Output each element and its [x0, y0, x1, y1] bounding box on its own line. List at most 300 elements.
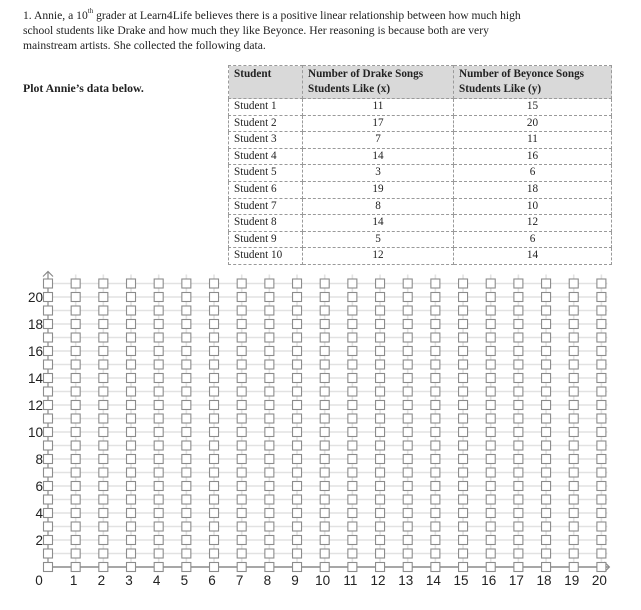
plot-point-box: [127, 495, 136, 504]
plot-point-box: [293, 320, 302, 329]
plot-point-box: [265, 549, 274, 558]
plot-point-box: [542, 333, 551, 342]
plot-point-box: [44, 549, 53, 558]
plot-point-box: [320, 414, 329, 423]
plot-point-box: [293, 401, 302, 410]
plot-point-box: [542, 549, 551, 558]
plot-point-box: [293, 360, 302, 369]
cell-beyonce-y: 10: [454, 198, 612, 215]
plot-point-box: [348, 441, 357, 450]
x-tick-label: 17: [508, 573, 524, 588]
plot-point-box: [265, 374, 274, 383]
plot-point-box: [376, 387, 385, 396]
plot-point-box: [597, 482, 606, 491]
x-tick-label: 12: [370, 573, 386, 588]
plot-point-box: [597, 563, 606, 572]
plot-point-box: [44, 347, 53, 356]
plot-point-box: [210, 455, 219, 464]
plot-point-box: [376, 536, 385, 545]
plot-point-box: [514, 563, 523, 572]
plot-point-box: [486, 414, 495, 423]
cell-beyonce-y: 18: [454, 181, 612, 198]
plot-point-box: [237, 279, 246, 288]
plot-point-box: [376, 333, 385, 342]
plot-point-box: [265, 495, 274, 504]
plot-point-box: [376, 293, 385, 302]
plot-point-box: [431, 455, 440, 464]
plot-point-box: [44, 401, 53, 410]
plot-point-box: [320, 401, 329, 410]
plot-point-box: [210, 320, 219, 329]
plot-point-box: [237, 306, 246, 315]
cell-beyonce-y: 20: [454, 115, 612, 132]
plot-point-box: [154, 374, 163, 383]
plot-point-box: [99, 468, 108, 477]
plot-point-box: [71, 563, 80, 572]
plot-point-box: [376, 279, 385, 288]
plot-point-box: [237, 536, 246, 545]
plot-point-box: [542, 374, 551, 383]
x-tick-label: 6: [208, 573, 216, 588]
plot-point-box: [99, 455, 108, 464]
plot-point-box: [403, 509, 412, 518]
x-tick-label: 20: [591, 573, 607, 588]
plot-point-box: [376, 522, 385, 531]
plot-point-box: [293, 347, 302, 356]
plot-point-box: [210, 441, 219, 450]
plot-point-box: [44, 360, 53, 369]
plot-point-box: [127, 468, 136, 477]
plot-point-box: [265, 536, 274, 545]
plot-point-box: [127, 414, 136, 423]
plot-point-box: [542, 293, 551, 302]
plot-point-box: [348, 374, 357, 383]
plot-point-box: [210, 563, 219, 572]
cell-beyonce-y: 6: [454, 231, 612, 248]
plot-point-box: [237, 509, 246, 518]
plot-point-box: [403, 320, 412, 329]
plot-point-box: [99, 441, 108, 450]
plot-point-box: [265, 468, 274, 477]
plot-point-box: [71, 428, 80, 437]
plot-point-box: [182, 320, 191, 329]
plot-point-box: [348, 495, 357, 504]
plot-point-box: [154, 428, 163, 437]
plot-point-box: [431, 387, 440, 396]
plot-point-box: [154, 563, 163, 572]
plot-point-box: [99, 279, 108, 288]
problem-number: 1.: [23, 9, 32, 22]
plot-point-box: [44, 428, 53, 437]
plot-point-box: [597, 401, 606, 410]
plot-point-box: [597, 320, 606, 329]
plot-point-box: [376, 401, 385, 410]
plot-point-box: [348, 360, 357, 369]
plot-point-box: [293, 414, 302, 423]
plot-point-box: [71, 293, 80, 302]
plot-point-box: [486, 441, 495, 450]
plot-point-box: [569, 509, 578, 518]
plot-point-box: [99, 387, 108, 396]
plot-point-box: [597, 549, 606, 558]
plot-point-box: [486, 468, 495, 477]
plot-point-box: [569, 360, 578, 369]
y-tick-label: 16: [27, 344, 43, 359]
plot-point-box: [486, 495, 495, 504]
plot-point-box: [459, 536, 468, 545]
plot-point-box: [265, 509, 274, 518]
plot-point-box: [44, 374, 53, 383]
plot-point-box: [237, 333, 246, 342]
plot-point-box: [237, 482, 246, 491]
plot-point-box: [127, 522, 136, 531]
plot-point-box: [71, 279, 80, 288]
cell-student: Student 6: [229, 181, 303, 198]
plot-point-box: [459, 522, 468, 531]
plot-point-box: [154, 441, 163, 450]
cell-drake-x: 14: [303, 148, 454, 165]
plot-point-box: [514, 279, 523, 288]
plot-point-box: [486, 522, 495, 531]
header-student-line1: Student: [234, 68, 272, 80]
x-tick-label: 4: [152, 573, 161, 588]
plot-point-box: [210, 387, 219, 396]
plot-point-box: [459, 333, 468, 342]
plot-point-box: [44, 468, 53, 477]
plot-point-box: [459, 509, 468, 518]
plot-point-box: [597, 279, 606, 288]
plot-point-box: [182, 387, 191, 396]
plot-point-box: [569, 347, 578, 356]
plot-point-box: [127, 293, 136, 302]
plot-point-box: [71, 536, 80, 545]
plot-point-box: [99, 495, 108, 504]
plot-point-box: [486, 306, 495, 315]
plot-point-box: [320, 333, 329, 342]
cell-student: Student 2: [229, 115, 303, 132]
plot-point-box: [569, 374, 578, 383]
plot-point-box: [431, 536, 440, 545]
y-tick-label: 2: [35, 533, 43, 548]
plot-point-box: [514, 333, 523, 342]
plot-point-box: [542, 522, 551, 531]
plot-point-box: [182, 482, 191, 491]
plot-point-box: [459, 455, 468, 464]
coordinate-grid[interactable]: [0, 260, 641, 605]
plot-point-box: [99, 333, 108, 342]
plot-point-box: [293, 333, 302, 342]
cell-student: Student 10: [229, 248, 303, 265]
plot-point-box: [44, 414, 53, 423]
plot-point-box: [542, 306, 551, 315]
plot-point-box: [320, 360, 329, 369]
plot-point-box: [459, 401, 468, 410]
plot-point-box: [403, 293, 412, 302]
plot-point-box: [376, 468, 385, 477]
plot-point-box: [431, 293, 440, 302]
plot-point-box: [99, 360, 108, 369]
plot-point-box: [320, 468, 329, 477]
plot-point-box: [265, 455, 274, 464]
plot-point-box: [320, 563, 329, 572]
plot-point-box: [431, 320, 440, 329]
plot-point-box: [569, 306, 578, 315]
plot-point-box: [44, 455, 53, 464]
plot-point-box: [486, 428, 495, 437]
plot-point-box: [320, 522, 329, 531]
plot-point-box: [293, 482, 302, 491]
plot-point-box: [486, 320, 495, 329]
plot-point-box: [348, 320, 357, 329]
problem-text: [23, 8, 623, 54]
x-tick-label: 5: [180, 573, 189, 588]
problem-text-rest: grader at Learn4Life believes there is a positive linear relationship between how much high: [93, 9, 521, 22]
plot-point-box: [542, 347, 551, 356]
plot-point-box: [44, 441, 53, 450]
cell-beyonce-y: 14: [454, 248, 612, 265]
table-row: [229, 99, 612, 116]
plot-point-box: [459, 293, 468, 302]
plot-point-box: [127, 306, 136, 315]
plot-point-box: [514, 549, 523, 558]
plot-point-box: [182, 468, 191, 477]
y-tick-label: 12: [27, 398, 43, 413]
plot-point-box: [71, 414, 80, 423]
plot-point-box: [99, 347, 108, 356]
plot-point-box: [154, 306, 163, 315]
plot-point-box: [597, 360, 606, 369]
plot-point-box: [265, 563, 274, 572]
plot-point-box: [210, 428, 219, 437]
plot-point-box: [569, 536, 578, 545]
plot-point-box: [182, 279, 191, 288]
plot-point-box: [99, 549, 108, 558]
plot-point-box: [597, 455, 606, 464]
plot-point-box: [597, 536, 606, 545]
header-beyonce: [454, 66, 612, 99]
plot-point-box: [403, 428, 412, 437]
table-row: [229, 115, 612, 132]
plot-point-box: [99, 306, 108, 315]
plot-point-box: [210, 306, 219, 315]
plot-point-box: [265, 320, 274, 329]
plot-point-box: [99, 293, 108, 302]
header-drake-line2: Students Like (x): [308, 82, 391, 95]
plot-point-box: [237, 293, 246, 302]
plot-point-box: [403, 563, 412, 572]
plot-point-box: [514, 347, 523, 356]
plot-point-box: [597, 468, 606, 477]
plot-point-box: [44, 293, 53, 302]
plot-point-box: [514, 320, 523, 329]
plot-point-box: [154, 522, 163, 531]
plot-point-box: [293, 509, 302, 518]
cell-student: Student 3: [229, 132, 303, 149]
plot-point-box: [71, 387, 80, 396]
plot-point-box: [127, 428, 136, 437]
plot-point-box: [403, 549, 412, 558]
plot-point-box: [127, 549, 136, 558]
plot-point-box: [293, 563, 302, 572]
plot-point-box: [154, 414, 163, 423]
plot-point-box: [127, 536, 136, 545]
y-tick-label: 6: [35, 479, 43, 494]
plot-point-box: [182, 401, 191, 410]
plot-point-box: [127, 482, 136, 491]
plot-point-box: [486, 549, 495, 558]
plot-point-box: [403, 347, 412, 356]
plot-point-box: [265, 306, 274, 315]
plot-point-box: [514, 482, 523, 491]
plot-point-box: [431, 333, 440, 342]
plot-point-box: [237, 428, 246, 437]
plot-point-box: [237, 401, 246, 410]
x-tick-label: 10: [315, 573, 331, 588]
y-tick-label: 18: [27, 317, 43, 332]
x-tick-label: 0: [35, 573, 43, 588]
plot-point-box: [210, 347, 219, 356]
plot-point-box: [459, 279, 468, 288]
plot-point-box: [569, 522, 578, 531]
plot-point-box: [320, 509, 329, 518]
plot-point-box: [459, 387, 468, 396]
plot-point-box: [569, 333, 578, 342]
plot-point-box: [348, 387, 357, 396]
plot-point-box: [44, 536, 53, 545]
plot-point-box: [514, 414, 523, 423]
plot-point-box: [127, 374, 136, 383]
y-tick-label: 8: [35, 452, 43, 467]
plot-point-box: [44, 333, 53, 342]
plot-point-box: [237, 441, 246, 450]
plot-point-box: [542, 482, 551, 491]
plot-point-box: [237, 522, 246, 531]
plot-point-box: [597, 509, 606, 518]
plot-point-box: [431, 549, 440, 558]
cell-beyonce-y: 11: [454, 132, 612, 149]
plot-point-box: [44, 387, 53, 396]
plot-point-box: [44, 563, 53, 572]
plot-point-box: [542, 279, 551, 288]
plot-point-box: [569, 495, 578, 504]
plot-point-box: [569, 320, 578, 329]
plot-point-box: [154, 320, 163, 329]
plot-point-box: [127, 360, 136, 369]
plot-point-box: [320, 306, 329, 315]
cell-student: Student 8: [229, 215, 303, 232]
plot-point-box: [431, 428, 440, 437]
plot-point-box: [348, 333, 357, 342]
plot-point-box: [542, 495, 551, 504]
plot-point-box: [542, 360, 551, 369]
cell-drake-x: 7: [303, 132, 454, 149]
plot-point-box: [348, 279, 357, 288]
plot-point-box: [348, 536, 357, 545]
plot-point-box: [514, 374, 523, 383]
plot-point-box: [265, 482, 274, 491]
plot-point-box: [71, 482, 80, 491]
plot-point-box: [376, 360, 385, 369]
plot-point-box: [348, 401, 357, 410]
plot-point-box: [431, 360, 440, 369]
plot-point-box: [293, 428, 302, 437]
plot-point-box: [237, 414, 246, 423]
cell-beyonce-y: 16: [454, 148, 612, 165]
plot-point-box: [127, 333, 136, 342]
problem-line-1: [23, 8, 623, 23]
plot-point-box: [265, 441, 274, 450]
plot-point-box: [237, 360, 246, 369]
plot-point-box: [71, 347, 80, 356]
plot-point-box: [265, 522, 274, 531]
x-tick-label: 2: [97, 573, 106, 588]
plot-point-box: [514, 428, 523, 437]
cell-drake-x: 17: [303, 115, 454, 132]
plot-point-box: [99, 536, 108, 545]
plot-point-box: [403, 387, 412, 396]
plot-point-box: [210, 401, 219, 410]
plot-point-box: [459, 374, 468, 383]
plot-point-box: [127, 347, 136, 356]
plot-point-box: [44, 522, 53, 531]
plot-point-box: [320, 455, 329, 464]
plot-point-box: [459, 414, 468, 423]
plot-point-box: [293, 522, 302, 531]
plot-point-box: [182, 549, 191, 558]
plot-point-box: [569, 293, 578, 302]
plot-point-box: [376, 509, 385, 518]
problem-text-start: Annie, a 10: [33, 9, 88, 22]
plot-point-box: [348, 509, 357, 518]
plot-point-box: [182, 536, 191, 545]
plot-point-box: [127, 441, 136, 450]
plot-point-box: [154, 387, 163, 396]
plot-point-box: [320, 293, 329, 302]
plot-point-box: [376, 563, 385, 572]
plot-point-box: [210, 333, 219, 342]
plot-point-box: [44, 482, 53, 491]
plot-point-box: [542, 468, 551, 477]
cell-student: Student 7: [229, 198, 303, 215]
plot-point-box: [320, 495, 329, 504]
plot-point-box: [182, 414, 191, 423]
plot-point-box: [459, 441, 468, 450]
plot-point-box: [44, 320, 53, 329]
plot-point-box: [210, 374, 219, 383]
plot-point-box: [376, 374, 385, 383]
plot-point-box: [459, 306, 468, 315]
plot-point-box: [514, 401, 523, 410]
plot-point-box: [569, 441, 578, 450]
plot-point-box: [320, 279, 329, 288]
plot-point-box: [431, 374, 440, 383]
plot-point-box: [431, 414, 440, 423]
plot-point-box: [569, 414, 578, 423]
plot-point-box: [293, 293, 302, 302]
plot-point-box: [348, 563, 357, 572]
plot-point-box: [71, 549, 80, 558]
plot-point-box: [127, 279, 136, 288]
y-tick-label: 4: [35, 506, 43, 521]
plot-point-box: [542, 401, 551, 410]
plot-point-box: [154, 333, 163, 342]
plot-point-box: [348, 347, 357, 356]
plot-point-box: [265, 401, 274, 410]
plot-point-box: [265, 347, 274, 356]
plot-point-box: [431, 509, 440, 518]
plot-point-box: [542, 320, 551, 329]
plot-point-box: [459, 549, 468, 558]
